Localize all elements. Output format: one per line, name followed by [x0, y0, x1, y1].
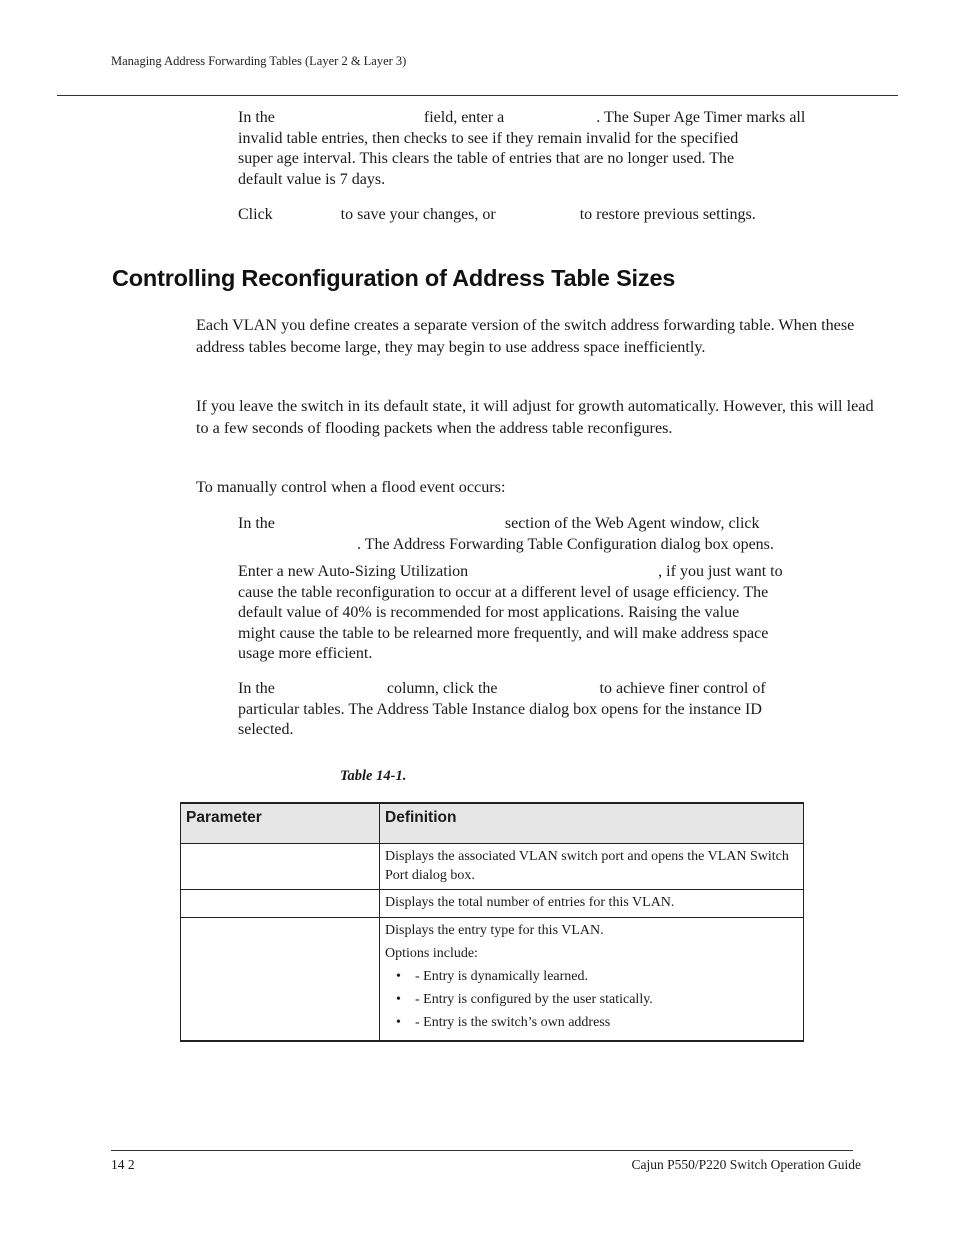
- list-item: [385, 1013, 798, 1032]
- page-number: 14 2: [111, 1157, 135, 1172]
- body-paragraph-2: If you leave the switch in its default state, it will adjust for growth automatically. However, this will lead to a few seconds of flooding packets when the address table reconfigures.: [196, 397, 874, 437]
- definition-text: Displays the entry type for this VLAN.: [385, 923, 604, 938]
- option-text: - Entry is the switch’s own address: [415, 1015, 611, 1030]
- header-rule: [57, 95, 898, 96]
- step-3-part1: In the: [238, 680, 275, 697]
- table-row: [181, 844, 804, 890]
- list-item: [385, 967, 798, 986]
- step-2-line2: cause the table reconfiguration to occur at a different level of usage efficiency. The: [238, 583, 769, 601]
- step-1: [238, 514, 878, 555]
- options-label: Options include:: [385, 946, 478, 961]
- section-title: Controlling Reconfiguration of Address Table Sizes: [112, 265, 676, 291]
- step-2-part2: , if you just want to: [658, 563, 783, 580]
- step-3-line3: selected.: [238, 721, 294, 738]
- table-cell-definition: Displays the associated VLAN switch port and opens the VLAN Switch Port dialog box.: [380, 844, 804, 890]
- parameters-table: [180, 802, 804, 1042]
- step-2: [238, 562, 878, 665]
- table-caption: Table 14-1.: [340, 768, 407, 784]
- table-row: [181, 890, 804, 918]
- option-text: - Entry is dynamically learned.: [415, 969, 588, 984]
- table-cell-parameter: [181, 918, 380, 1042]
- step-super-age-part1: In the: [238, 109, 275, 126]
- step-super-age-line3: super age interval. This clears the table of entries that are no longer used. The: [238, 150, 735, 167]
- step-3-part2: column, click the: [386, 680, 498, 697]
- step-2-line5: usage more efficient.: [238, 645, 373, 662]
- guide-title: Cajun P550/P220 Switch Operation Guide: [631, 1157, 861, 1172]
- body-paragraph-3: To manually control when a flood event occurs:: [196, 478, 506, 496]
- step-super-age-line2: invalid table entries, then checks to see if they remain invalid for the specified: [238, 129, 739, 147]
- column-header-parameter: Parameter: [181, 803, 380, 844]
- table-cell-definition: [380, 918, 804, 1042]
- step-1-part2: section of the Web Agent window, click: [504, 515, 760, 532]
- step-3-line2: particular tables. The Address Table Instance dialog box opens for the instance ID: [238, 700, 762, 718]
- step-1-line2: . The Address Forwarding Table Configuration dialog box opens.: [357, 535, 774, 553]
- step-super-age: [238, 108, 878, 190]
- option-text: - Entry is configured by the user statically.: [415, 992, 653, 1007]
- step-save-part1: Click: [238, 206, 273, 223]
- bullet-icon: •: [396, 992, 401, 1007]
- step-super-age-part3: . The Super Age Timer marks all: [596, 109, 806, 126]
- bullet-icon: •: [396, 969, 401, 984]
- footer-rule: [111, 1150, 853, 1151]
- step-3: [238, 679, 878, 741]
- column-header-definition: Definition: [380, 803, 804, 844]
- step-2-line3: default value of 40% is recommended for most applications. Raising the value: [238, 604, 740, 621]
- step-super-age-line4: default value is 7 days.: [238, 170, 386, 188]
- step-save-part3: to restore previous settings.: [579, 206, 756, 223]
- step-3-part3: to achieve finer control of: [599, 680, 766, 697]
- step-super-age-part2: field, enter a: [423, 109, 505, 126]
- table-row: [181, 918, 804, 1042]
- step-2-line4: might cause the table to be relearned more frequently, and will make address space: [238, 624, 769, 642]
- body-paragraph-1: Each VLAN you define creates a separate version of the switch address forwarding table. When these address tables become large, they may begin to use address space inefficiently.: [196, 316, 855, 356]
- step-1-part1: In the: [238, 515, 275, 532]
- step-save: [238, 205, 878, 226]
- table-cell-parameter: [181, 890, 380, 918]
- step-2-part1: Enter a new Auto-Sizing Utilization: [238, 563, 469, 580]
- table-cell-definition: Displays the total number of entries for this VLAN.: [380, 890, 804, 918]
- bullet-icon: •: [396, 1015, 401, 1030]
- table-header-row: [181, 803, 804, 844]
- table-cell-parameter: [181, 844, 380, 890]
- list-item: [385, 990, 798, 1009]
- step-save-part2: to save your changes, or: [340, 206, 496, 223]
- options-list: [385, 967, 798, 1032]
- running-header: Managing Address Forwarding Tables (Layer 2 & Layer 3): [111, 54, 407, 68]
